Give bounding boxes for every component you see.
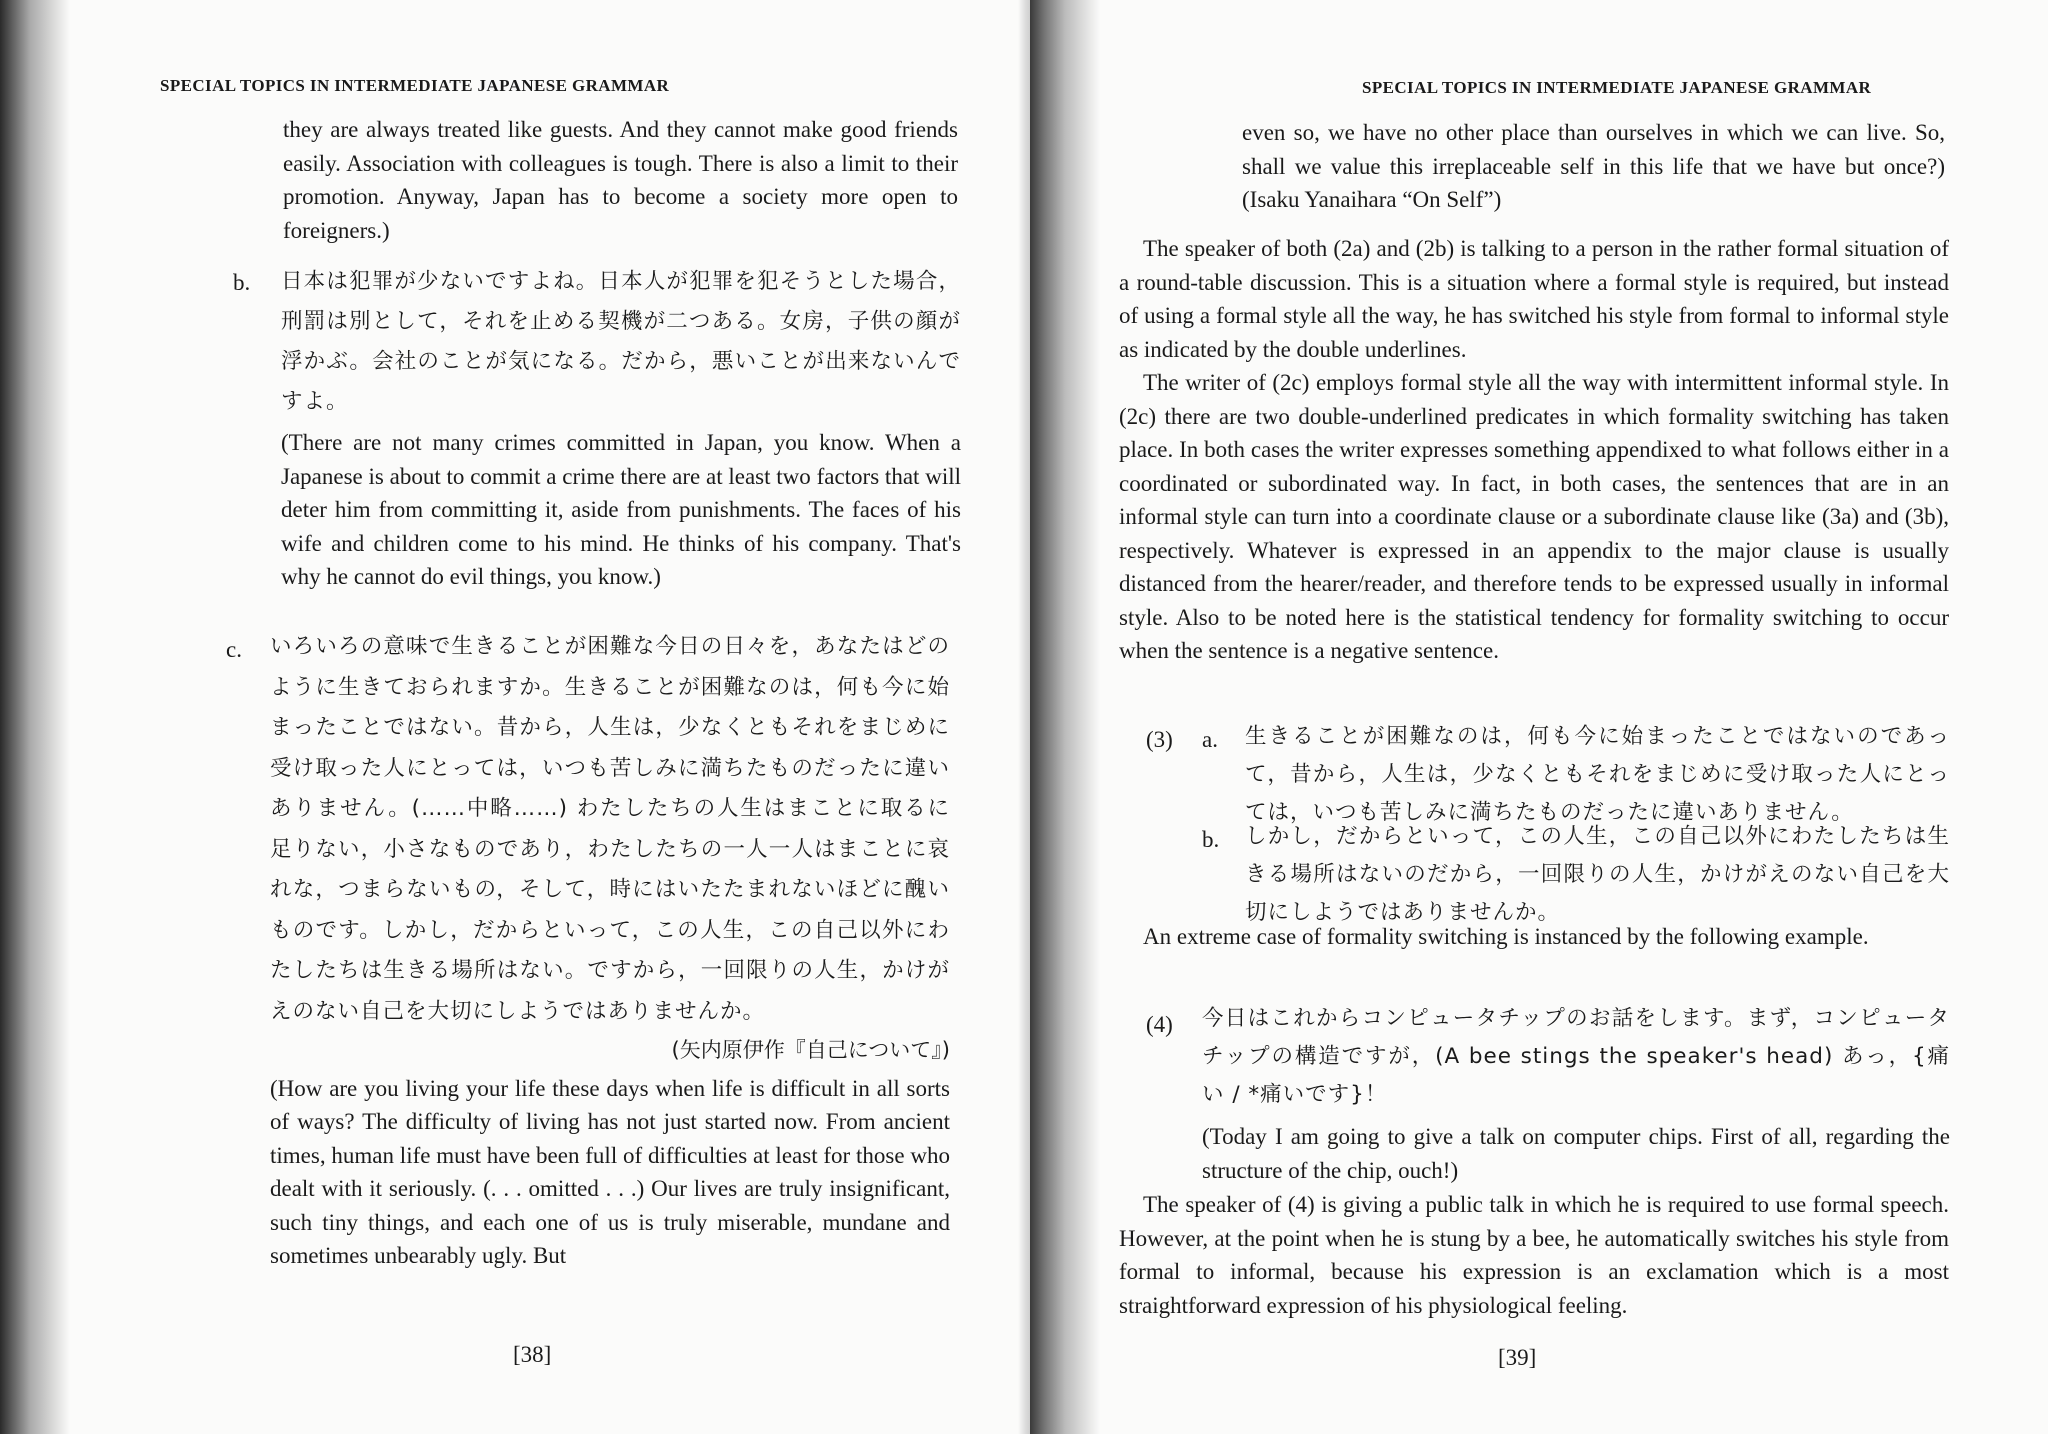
item-c-label: c. [226, 637, 242, 662]
item-c-japanese: いろいろの意味で生きることが困難な今日の日々を，あなたはどのように生きておられますか。生きることが困難なのは，何も今に始まったことではない。昔から，人生は，少なくともそれをまじめに受け取った人にとっては，いつも苦しみに満ちたものだったに違いありません。(……中略……) わたしたちの人生はまことに取るに足りない，小さなものであり，わたしたちの一人一人はまことに哀れな，つまらないもの，そして，時にはいたたまれないほどに醜いものです。しかし，だからといって，この人生，この自己以外にわたしたちは生きる場所はない。ですから，一回限りの人生，かけがえのない自己を大切にしようではありませんか。 [270, 634, 950, 1024]
running-head: SPECIAL TOPICS IN INTERMEDIATE JAPANESE GRAMMAR [160, 76, 670, 95]
top-translation [1242, 116, 1945, 217]
example-4-english: (Today I am going to give a talk on computer chips. First of all, regarding the structure of the chip, ouch!) [1202, 1124, 1950, 1183]
example-3a-label: a. [1202, 727, 1218, 752]
page-number: [38] [513, 1342, 552, 1367]
item-b-english: (There are not many crimes committed in Japan, you know. When a Japanese is about to commit a crime there are at least two factors that will deter him from committing it, aside from punishments. The faces of his wife and children come to his mind. He thinks of his company. That's why he cannot do evil things, you know.) [281, 430, 961, 589]
example-3b [1245, 818, 1950, 932]
example-3a [1245, 718, 1950, 832]
right-page [1030, 0, 2048, 1434]
example-3b-label: b. [1202, 827, 1220, 852]
spine [1018, 0, 1030, 1434]
item-b [281, 262, 961, 594]
item-c-attribution: (矢内原伊作『自己について』) [671, 1038, 950, 1062]
example-4-number: (4) [1146, 1012, 1173, 1037]
binding-shadow [1030, 0, 1100, 1434]
paragraph-1: The speaker of both (2a) and (2b) is talking to a person in the rather formal situation of a round-table discussion. This is a situation where a formal style is required, but instead of using a formal style all the way, he has switched his style from formal to informal style as indicated by the double underlines. [1119, 236, 1949, 362]
example-3a-text: 生きることが困難なのは，何も今に始まったことではないのであって，昔から，人生は，少なくともそれをまじめに受け取った人にとっては，いつも苦しみに満ちたものだったに違いありません。 [1245, 724, 1950, 825]
example-3b-text: しかし，だからといって，この人生，この自己以外にわたしたちは生きる場所はないのだから，一回限りの人生，かけがえのない自己を大切にしようではありませんか。 [1245, 824, 1950, 925]
running-head: SPECIAL TOPICS IN INTERMEDIATE JAPANESE GRAMMAR [1362, 78, 1872, 97]
example-4 [1202, 1000, 1950, 1187]
example-4-japanese: 今日はこれからコンピュータチップのお話をします。まず，コンピュータチップの構造ですが，(A bee stings the speaker's head) あっ，{痛い / *痛いです}！ [1202, 1006, 1950, 1107]
item-b-label: b. [233, 270, 251, 295]
item-c-english: (How are you living your life these days when life is difficult in all sorts of ways? The difficulty of living has not just started now. From ancient times, human life must have been full of difficulties at least for those who dealt with it seriously. (. . . omitted . . .) Our lives are truly insignificant, such tiny things, and each one of us is truly miserable, mundane and sometimes unbearably ugly. But [270, 1075, 950, 1268]
paragraph-4: The speaker of (4) is giving a public talk in which he is required to use formal speech. However, at the point when he is stung by a bee, he automatically switches his style from formal to informal, because his expression is an exclamation which is a most straightforward expression of his physiological feeling. [1119, 1192, 1949, 1318]
top-translation [283, 113, 958, 247]
item-b-japanese: 日本は犯罪が少ないですよね。日本人が犯罪を犯そうとした場合，刑罰は別として，それを止める契機が二つある。女房，子供の顔が浮かぶ。会社のことが気になる。だから，悪いことが出来ないんですよ。 [281, 269, 961, 414]
body-text-2 [1119, 920, 1949, 954]
paragraph: they are always treated like guests. And they cannot make good friends easily. Association with colleagues is tough. There is also a limit to their promotion. Anyway, Japan has to become a society more open to foreigners.) [283, 117, 958, 243]
body-text-3 [1119, 1188, 1949, 1322]
page-number: [39] [1498, 1345, 1537, 1370]
binding-shadow [0, 0, 70, 1434]
body-text [1119, 232, 1949, 668]
paragraph-3: An extreme case of formality switching is instanced by the following example. [1143, 924, 1869, 949]
example-3-number: (3) [1146, 727, 1173, 752]
item-c [270, 627, 950, 1273]
paragraph: even so, we have no other place than ourselves in which we can live. So, shall we value this irreplaceable self in this life that we have but once?) (Isaku Yanaihara “On Self”) [1242, 120, 1945, 212]
paragraph-2: The writer of (2c) employs formal style all the way with intermittent informal style. In (2c) there are two double-underlined predicates in which formality switching has taken place. In both cases the writer expresses something appendixed to what follows either in a coordinated or subordinated way. In fact, in both cases, the sentences that are in an informal style can turn into a coordinate clause or a subordinate clause like (3a) and (3b), respectively. Whatever is expressed in an appendix to the major clause is usually distanced from the hearer/reader, and therefore tends to be expressed usually in informal style. Also to be noted here is the statistical tendency for formality switching to occur when the sentence is a negative sentence. [1119, 370, 1949, 663]
